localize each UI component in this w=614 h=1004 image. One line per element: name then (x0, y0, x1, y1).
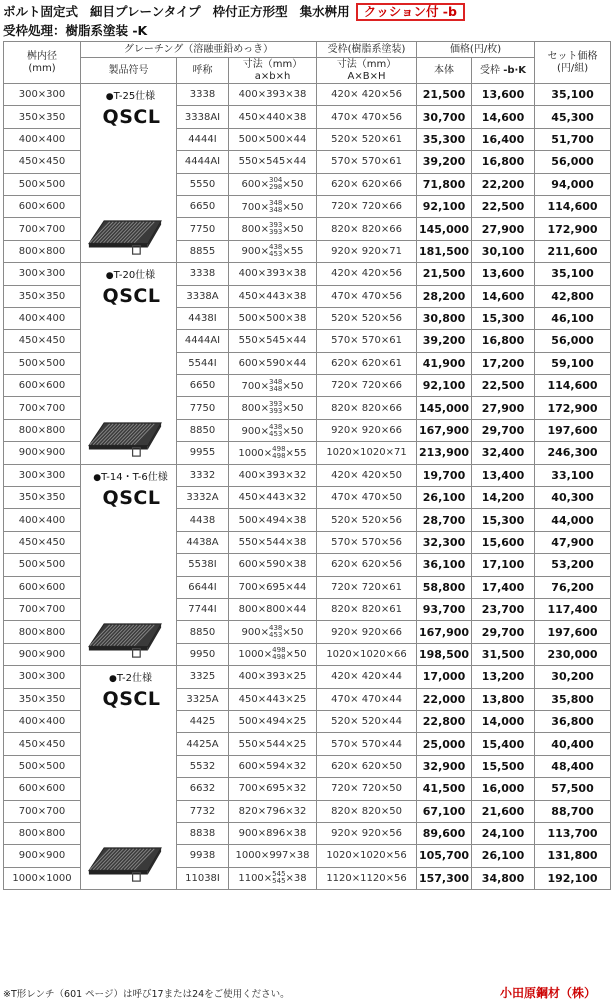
header-body-price: 本体 (417, 58, 472, 84)
body-price-cell: 28,700 (417, 509, 472, 531)
set-price-cell: 56,000 (535, 330, 611, 352)
grating-image-icon (87, 218, 163, 256)
grating-dims-cell: 1000× 498 498 ×50 (229, 643, 317, 665)
grating-dims-cell: 400×393×32 (229, 464, 317, 486)
body-price-cell: 41,500 (417, 778, 472, 800)
inner-size-cell: 300×300 (4, 263, 81, 285)
call-name-cell: 4444AI (177, 330, 229, 352)
frame-price-cell: 13,600 (472, 263, 535, 285)
call-name-cell: 11038I (177, 867, 229, 889)
frame-price-cell: 15,600 (472, 531, 535, 553)
spec-label: ●T-20仕様 (105, 270, 156, 282)
body-price-cell: 145,000 (417, 218, 472, 240)
title-part-type: 細目プレーンタイプ (90, 4, 201, 19)
inner-size-cell: 450×450 (4, 151, 81, 173)
body-price-cell: 92,100 (417, 195, 472, 217)
inner-size-cell: 300×300 (4, 666, 81, 688)
body-price-cell: 198,500 (417, 643, 472, 665)
inner-size-cell: 500×500 (4, 755, 81, 777)
header-call-name: 呼称 (177, 58, 229, 84)
inner-size-cell: 700×700 (4, 598, 81, 620)
frame-price-cell: 24,100 (472, 822, 535, 844)
call-name-cell: 7750 (177, 397, 229, 419)
call-name-cell: 4438I (177, 307, 229, 329)
frame-price-cell: 29,700 (472, 621, 535, 643)
product-code: QSCL (102, 285, 161, 308)
inner-size-cell: 450×450 (4, 733, 81, 755)
set-price-cell: 94,000 (535, 173, 611, 195)
inner-size-cell: 350×350 (4, 688, 81, 710)
product-group-cell (81, 84, 177, 263)
frame-dims-cell: 620× 620×66 (317, 173, 417, 195)
frame-dims-cell: 720× 720×66 (317, 195, 417, 217)
call-name-cell: 9955 (177, 442, 229, 464)
set-price-cell: 30,200 (535, 666, 611, 688)
body-price-cell: 39,200 (417, 330, 472, 352)
inner-size-cell: 900×900 (4, 845, 81, 867)
grating-image-icon (87, 845, 163, 883)
spec-label: ●T-25仕様 (105, 91, 156, 102)
grating-dims-cell: 500×500×38 (229, 307, 317, 329)
page-title (3, 2, 611, 22)
frame-dims-cell: 620× 620×56 (317, 554, 417, 576)
frame-dims-cell: 920× 920×56 (317, 822, 417, 844)
inner-size-cell: 700×700 (4, 397, 81, 419)
grating-image-icon (87, 420, 163, 458)
body-price-cell: 22,800 (417, 710, 472, 732)
frame-price-cell: 21,600 (472, 800, 535, 822)
set-price-cell: 131,800 (535, 845, 611, 867)
grating-dims-cell: 450×440×38 (229, 106, 317, 128)
body-price-cell: 32,900 (417, 755, 472, 777)
frame-dims-cell: 470× 470×56 (317, 106, 417, 128)
grating-dims-cell: 800× 393 393 ×50 (229, 218, 317, 240)
grating-dims-cell: 550×545×44 (229, 330, 317, 352)
set-price-cell: 172,900 (535, 397, 611, 419)
body-price-cell: 25,000 (417, 733, 472, 755)
frame-dims-cell: 820× 820×66 (317, 397, 417, 419)
inner-size-cell: 500×500 (4, 173, 81, 195)
frame-dims-cell: 720× 720×61 (317, 576, 417, 598)
call-name-cell: 4425A (177, 733, 229, 755)
grating-dims-cell: 600× 304 298 ×50 (229, 173, 317, 195)
set-price-cell: 211,600 (535, 240, 611, 262)
call-name-cell: 3332 (177, 464, 229, 486)
grating-dims-cell: 400×393×38 (229, 263, 317, 285)
grating-dims-cell: 600×590×44 (229, 352, 317, 374)
header-inner-size: 桝内径 (mm) (4, 42, 81, 84)
call-name-cell: 7744I (177, 598, 229, 620)
inner-size-cell: 500×500 (4, 352, 81, 374)
body-price-cell: 213,900 (417, 442, 472, 464)
header-frame-price: 受枠 -b·K (472, 58, 535, 84)
inner-size-cell: 900×900 (4, 442, 81, 464)
frame-price-cell: 16,400 (472, 128, 535, 150)
frame-price-cell: 16,800 (472, 330, 535, 352)
header-frame-group: 受枠(樹脂系塗装) (317, 42, 417, 58)
frame-dims-cell: 920× 920×66 (317, 621, 417, 643)
set-price-cell: 88,700 (535, 800, 611, 822)
frame-dims-cell: 820× 820×61 (317, 598, 417, 620)
grating-dims-cell: 900× 438 453 ×55 (229, 240, 317, 262)
frame-price-cell: 13,800 (472, 688, 535, 710)
set-price-cell: 114,600 (535, 195, 611, 217)
frame-price-cell: 31,500 (472, 643, 535, 665)
frame-price-cell: 15,400 (472, 733, 535, 755)
set-price-cell: 35,100 (535, 263, 611, 285)
grating-dims-cell: 820×796×32 (229, 800, 317, 822)
frame-dims-cell: 1020×1020×66 (317, 643, 417, 665)
page-subtitle: 受枠処理：樹脂系塗装 -K (3, 23, 148, 38)
inner-size-cell: 600×600 (4, 778, 81, 800)
frame-price-cell: 17,100 (472, 554, 535, 576)
set-price-cell: 40,400 (535, 733, 611, 755)
set-price-cell: 47,900 (535, 531, 611, 553)
frame-dims-cell: 920× 920×71 (317, 240, 417, 262)
grating-dims-cell: 550×544×38 (229, 531, 317, 553)
inner-size-cell: 350×350 (4, 487, 81, 509)
frame-price-cell: 27,900 (472, 218, 535, 240)
price-table-body (4, 84, 611, 890)
body-price-cell: 93,700 (417, 598, 472, 620)
grating-dims-cell: 500×500×44 (229, 128, 317, 150)
set-price-cell: 40,300 (535, 487, 611, 509)
frame-dims-cell: 620× 620×61 (317, 352, 417, 374)
call-name-cell: 3325A (177, 688, 229, 710)
call-name-cell: 8855 (177, 240, 229, 262)
inner-size-cell: 400×400 (4, 307, 81, 329)
call-name-cell: 3338 (177, 84, 229, 106)
grating-dims-cell: 500×494×25 (229, 710, 317, 732)
frame-price-cell: 13,400 (472, 464, 535, 486)
call-name-cell: 5544I (177, 352, 229, 374)
call-name-cell: 8850 (177, 621, 229, 643)
set-price-cell: 42,800 (535, 285, 611, 307)
spec-label: ●T-2仕様 (108, 673, 153, 685)
call-name-cell: 6650 (177, 195, 229, 217)
frame-price-cell: 23,700 (472, 598, 535, 620)
frame-price-cell: 17,200 (472, 352, 535, 374)
frame-dims-cell: 420× 420×50 (317, 464, 417, 486)
set-price-cell: 56,000 (535, 151, 611, 173)
cushion-badge: クッション付 -b (356, 3, 465, 21)
product-code: QSCL (102, 688, 161, 711)
frame-dims-cell: 820× 820×66 (317, 218, 417, 240)
inner-size-cell: 800×800 (4, 419, 81, 441)
body-price-cell: 71,800 (417, 173, 472, 195)
grating-dims-cell: 600×594×32 (229, 755, 317, 777)
inner-size-cell: 350×350 (4, 285, 81, 307)
set-price-cell: 76,200 (535, 576, 611, 598)
inner-size-cell: 400×400 (4, 509, 81, 531)
call-name-cell: 3338 (177, 263, 229, 285)
frame-dims-cell: 570× 570×61 (317, 330, 417, 352)
set-price-cell: 35,100 (535, 84, 611, 106)
call-name-cell: 9938 (177, 845, 229, 867)
call-name-cell: 5550 (177, 173, 229, 195)
body-price-cell: 41,900 (417, 352, 472, 374)
header-price-group: 価格(円/枚) (417, 42, 535, 58)
product-group-cell (81, 464, 177, 666)
set-price-cell: 33,100 (535, 464, 611, 486)
frame-dims-cell: 420× 420×56 (317, 263, 417, 285)
grating-dims-cell: 450×443×32 (229, 487, 317, 509)
call-name-cell: 4444AI (177, 151, 229, 173)
inner-size-cell: 400×400 (4, 710, 81, 732)
set-price-cell: 197,600 (535, 419, 611, 441)
footnote: ※T形レンチ（601 ページ）は呼び17または24をご使用ください。 (3, 989, 290, 1000)
body-price-cell: 32,300 (417, 531, 472, 553)
frame-dims-cell: 820× 820×50 (317, 800, 417, 822)
frame-dims-cell: 470× 470×44 (317, 688, 417, 710)
title-part-use: 集水桝用 (299, 4, 350, 19)
header-set-price: セット価格 (円/組) (535, 42, 611, 84)
frame-price-cell: 27,900 (472, 397, 535, 419)
set-price-cell: 57,500 (535, 778, 611, 800)
frame-price-cell: 15,500 (472, 755, 535, 777)
price-table (3, 41, 611, 890)
set-price-cell: 113,700 (535, 822, 611, 844)
grating-dims-cell: 700× 348 348 ×50 (229, 195, 317, 217)
frame-price-cell: 29,700 (472, 419, 535, 441)
call-name-cell: 3338AI (177, 106, 229, 128)
set-price-cell: 46,100 (535, 307, 611, 329)
body-price-cell: 17,000 (417, 666, 472, 688)
grating-dims-cell: 900× 438 453 ×50 (229, 621, 317, 643)
frame-price-cell: 16,000 (472, 778, 535, 800)
grating-dims-cell: 700× 348 348 ×50 (229, 375, 317, 397)
call-name-cell: 3338A (177, 285, 229, 307)
inner-size-cell: 300×300 (4, 464, 81, 486)
grating-dims-cell: 800× 393 393 ×50 (229, 397, 317, 419)
frame-price-cell: 17,400 (472, 576, 535, 598)
header-product-code: 製品符号 (81, 58, 177, 84)
product-code: QSCL (102, 486, 161, 509)
frame-dims-cell: 1120×1120×56 (317, 867, 417, 889)
grating-dims-cell: 700×695×44 (229, 576, 317, 598)
frame-dims-cell: 570× 570×44 (317, 733, 417, 755)
product-group-cell (81, 666, 177, 890)
call-name-cell: 6650 (177, 375, 229, 397)
inner-size-cell: 700×700 (4, 218, 81, 240)
body-price-cell: 28,200 (417, 285, 472, 307)
set-price-cell: 197,600 (535, 621, 611, 643)
frame-dims-cell: 420× 420×56 (317, 84, 417, 106)
call-name-cell: 4438A (177, 531, 229, 553)
inner-size-cell: 300×300 (4, 84, 81, 106)
frame-price-cell: 13,200 (472, 666, 535, 688)
call-name-cell: 4444I (177, 128, 229, 150)
grating-dims-cell: 550×545×44 (229, 151, 317, 173)
body-price-cell: 67,100 (417, 800, 472, 822)
grating-dims-cell: 1000×997×38 (229, 845, 317, 867)
inner-size-cell: 1000×1000 (4, 867, 81, 889)
inner-size-cell: 600×600 (4, 195, 81, 217)
table-row (4, 464, 611, 486)
grating-dims-cell: 1000× 498 498 ×55 (229, 442, 317, 464)
inner-size-cell: 800×800 (4, 621, 81, 643)
frame-dims-cell: 420× 420×44 (317, 666, 417, 688)
frame-dims-cell: 470× 470×50 (317, 487, 417, 509)
inner-size-cell: 800×800 (4, 822, 81, 844)
grating-dims-cell: 500×494×38 (229, 509, 317, 531)
body-price-cell: 36,100 (417, 554, 472, 576)
frame-dims-cell: 620× 620×50 (317, 755, 417, 777)
grating-dims-cell: 1100× 545 545 ×38 (229, 867, 317, 889)
title-part-mount: ボルト固定式 (3, 4, 79, 19)
spec-label: ●T-14・T-6仕様 (93, 471, 168, 483)
frame-price-cell: 22,200 (472, 173, 535, 195)
frame-dims-cell: 520× 520×56 (317, 509, 417, 531)
body-price-cell: 167,900 (417, 419, 472, 441)
call-name-cell: 5538I (177, 554, 229, 576)
frame-dims-cell: 1020×1020×71 (317, 442, 417, 464)
call-name-cell: 8850 (177, 419, 229, 441)
frame-dims-cell: 570× 570×56 (317, 531, 417, 553)
set-price-cell: 114,600 (535, 375, 611, 397)
call-name-cell: 4425 (177, 710, 229, 732)
frame-price-cell: 30,100 (472, 240, 535, 262)
body-price-cell: 92,100 (417, 375, 472, 397)
inner-size-cell: 450×450 (4, 531, 81, 553)
grating-dims-cell: 600×590×38 (229, 554, 317, 576)
set-price-cell: 35,800 (535, 688, 611, 710)
inner-size-cell: 450×450 (4, 330, 81, 352)
body-price-cell: 58,800 (417, 576, 472, 598)
call-name-cell: 7732 (177, 800, 229, 822)
body-price-cell: 89,600 (417, 822, 472, 844)
grating-dims-cell: 450×443×25 (229, 688, 317, 710)
frame-dims-cell: 720× 720×66 (317, 375, 417, 397)
grating-dims-cell: 900× 438 453 ×50 (229, 419, 317, 441)
table-row (4, 263, 611, 285)
call-name-cell: 6632 (177, 778, 229, 800)
frame-price-cell: 22,500 (472, 195, 535, 217)
frame-price-cell: 15,300 (472, 307, 535, 329)
inner-size-cell: 600×600 (4, 576, 81, 598)
body-price-cell: 30,700 (417, 106, 472, 128)
set-price-cell: 117,400 (535, 598, 611, 620)
body-price-cell: 21,500 (417, 84, 472, 106)
grating-dims-cell: 800×800×44 (229, 598, 317, 620)
inner-size-cell: 800×800 (4, 240, 81, 262)
inner-size-cell: 600×600 (4, 375, 81, 397)
body-price-cell: 21,500 (417, 263, 472, 285)
frame-price-cell: 14,600 (472, 285, 535, 307)
grating-dims-cell: 450×443×38 (229, 285, 317, 307)
inner-size-cell: 350×350 (4, 106, 81, 128)
title-part-shape: 枠付正方形型 (212, 4, 288, 19)
body-price-cell: 35,300 (417, 128, 472, 150)
grating-dims-cell: 400×393×38 (229, 84, 317, 106)
set-price-cell: 48,400 (535, 755, 611, 777)
call-name-cell: 3332A (177, 487, 229, 509)
body-price-cell: 26,100 (417, 487, 472, 509)
set-price-cell: 59,100 (535, 352, 611, 374)
inner-size-cell: 500×500 (4, 554, 81, 576)
frame-dims-cell: 520× 520×61 (317, 128, 417, 150)
grating-image-icon (87, 621, 163, 659)
table-row (4, 666, 611, 688)
frame-price-cell: 26,100 (472, 845, 535, 867)
table-row (4, 84, 611, 106)
frame-dims-cell: 920× 920×66 (317, 419, 417, 441)
frame-price-cell: 22,500 (472, 375, 535, 397)
body-price-cell: 157,300 (417, 867, 472, 889)
body-price-cell: 30,800 (417, 307, 472, 329)
frame-dims-cell: 470× 470×56 (317, 285, 417, 307)
product-group-cell (81, 263, 177, 465)
header-frame-dims: 寸法（mm） A×B×H (317, 58, 417, 84)
call-name-cell: 5532 (177, 755, 229, 777)
call-name-cell: 3325 (177, 666, 229, 688)
set-price-cell: 53,200 (535, 554, 611, 576)
header-grating-group: グレーチング（溶融亜鉛めっき） (81, 42, 317, 58)
body-price-cell: 181,500 (417, 240, 472, 262)
header-grating-dims: 寸法（mm） a×b×h (229, 58, 317, 84)
set-price-cell: 45,300 (535, 106, 611, 128)
set-price-cell: 172,900 (535, 218, 611, 240)
body-price-cell: 105,700 (417, 845, 472, 867)
call-name-cell: 8838 (177, 822, 229, 844)
grating-dims-cell: 400×393×25 (229, 666, 317, 688)
frame-price-cell: 14,200 (472, 487, 535, 509)
set-price-cell: 36,800 (535, 710, 611, 732)
inner-size-cell: 700×700 (4, 800, 81, 822)
call-name-cell: 6644I (177, 576, 229, 598)
call-name-cell: 4438 (177, 509, 229, 531)
body-price-cell: 39,200 (417, 151, 472, 173)
frame-dims-cell: 570× 570×61 (317, 151, 417, 173)
frame-price-cell: 34,800 (472, 867, 535, 889)
frame-dims-cell: 720× 720×50 (317, 778, 417, 800)
body-price-cell: 145,000 (417, 397, 472, 419)
inner-size-cell: 400×400 (4, 128, 81, 150)
frame-price-cell: 14,000 (472, 710, 535, 732)
frame-price-cell: 14,600 (472, 106, 535, 128)
set-price-cell: 230,000 (535, 643, 611, 665)
call-name-cell: 9950 (177, 643, 229, 665)
frame-price-cell: 13,600 (472, 84, 535, 106)
product-code: QSCL (102, 106, 161, 128)
frame-dims-cell: 1020×1020×56 (317, 845, 417, 867)
call-name-cell: 7750 (177, 218, 229, 240)
frame-dims-cell: 520× 520×44 (317, 710, 417, 732)
body-price-cell: 22,000 (417, 688, 472, 710)
body-price-cell: 19,700 (417, 464, 472, 486)
inner-size-cell: 900×900 (4, 643, 81, 665)
set-price-cell: 44,000 (535, 509, 611, 531)
set-price-cell: 51,700 (535, 128, 611, 150)
company-name: 小田原鋼材（株） (499, 986, 596, 1000)
frame-price-cell: 15,300 (472, 509, 535, 531)
grating-dims-cell: 900×896×38 (229, 822, 317, 844)
frame-dims-cell: 520× 520×56 (317, 307, 417, 329)
frame-price-cell: 16,800 (472, 151, 535, 173)
body-price-cell: 167,900 (417, 621, 472, 643)
set-price-cell: 192,100 (535, 867, 611, 889)
set-price-cell: 246,300 (535, 442, 611, 464)
grating-dims-cell: 700×695×32 (229, 778, 317, 800)
grating-dims-cell: 550×544×25 (229, 733, 317, 755)
frame-price-cell: 32,400 (472, 442, 535, 464)
